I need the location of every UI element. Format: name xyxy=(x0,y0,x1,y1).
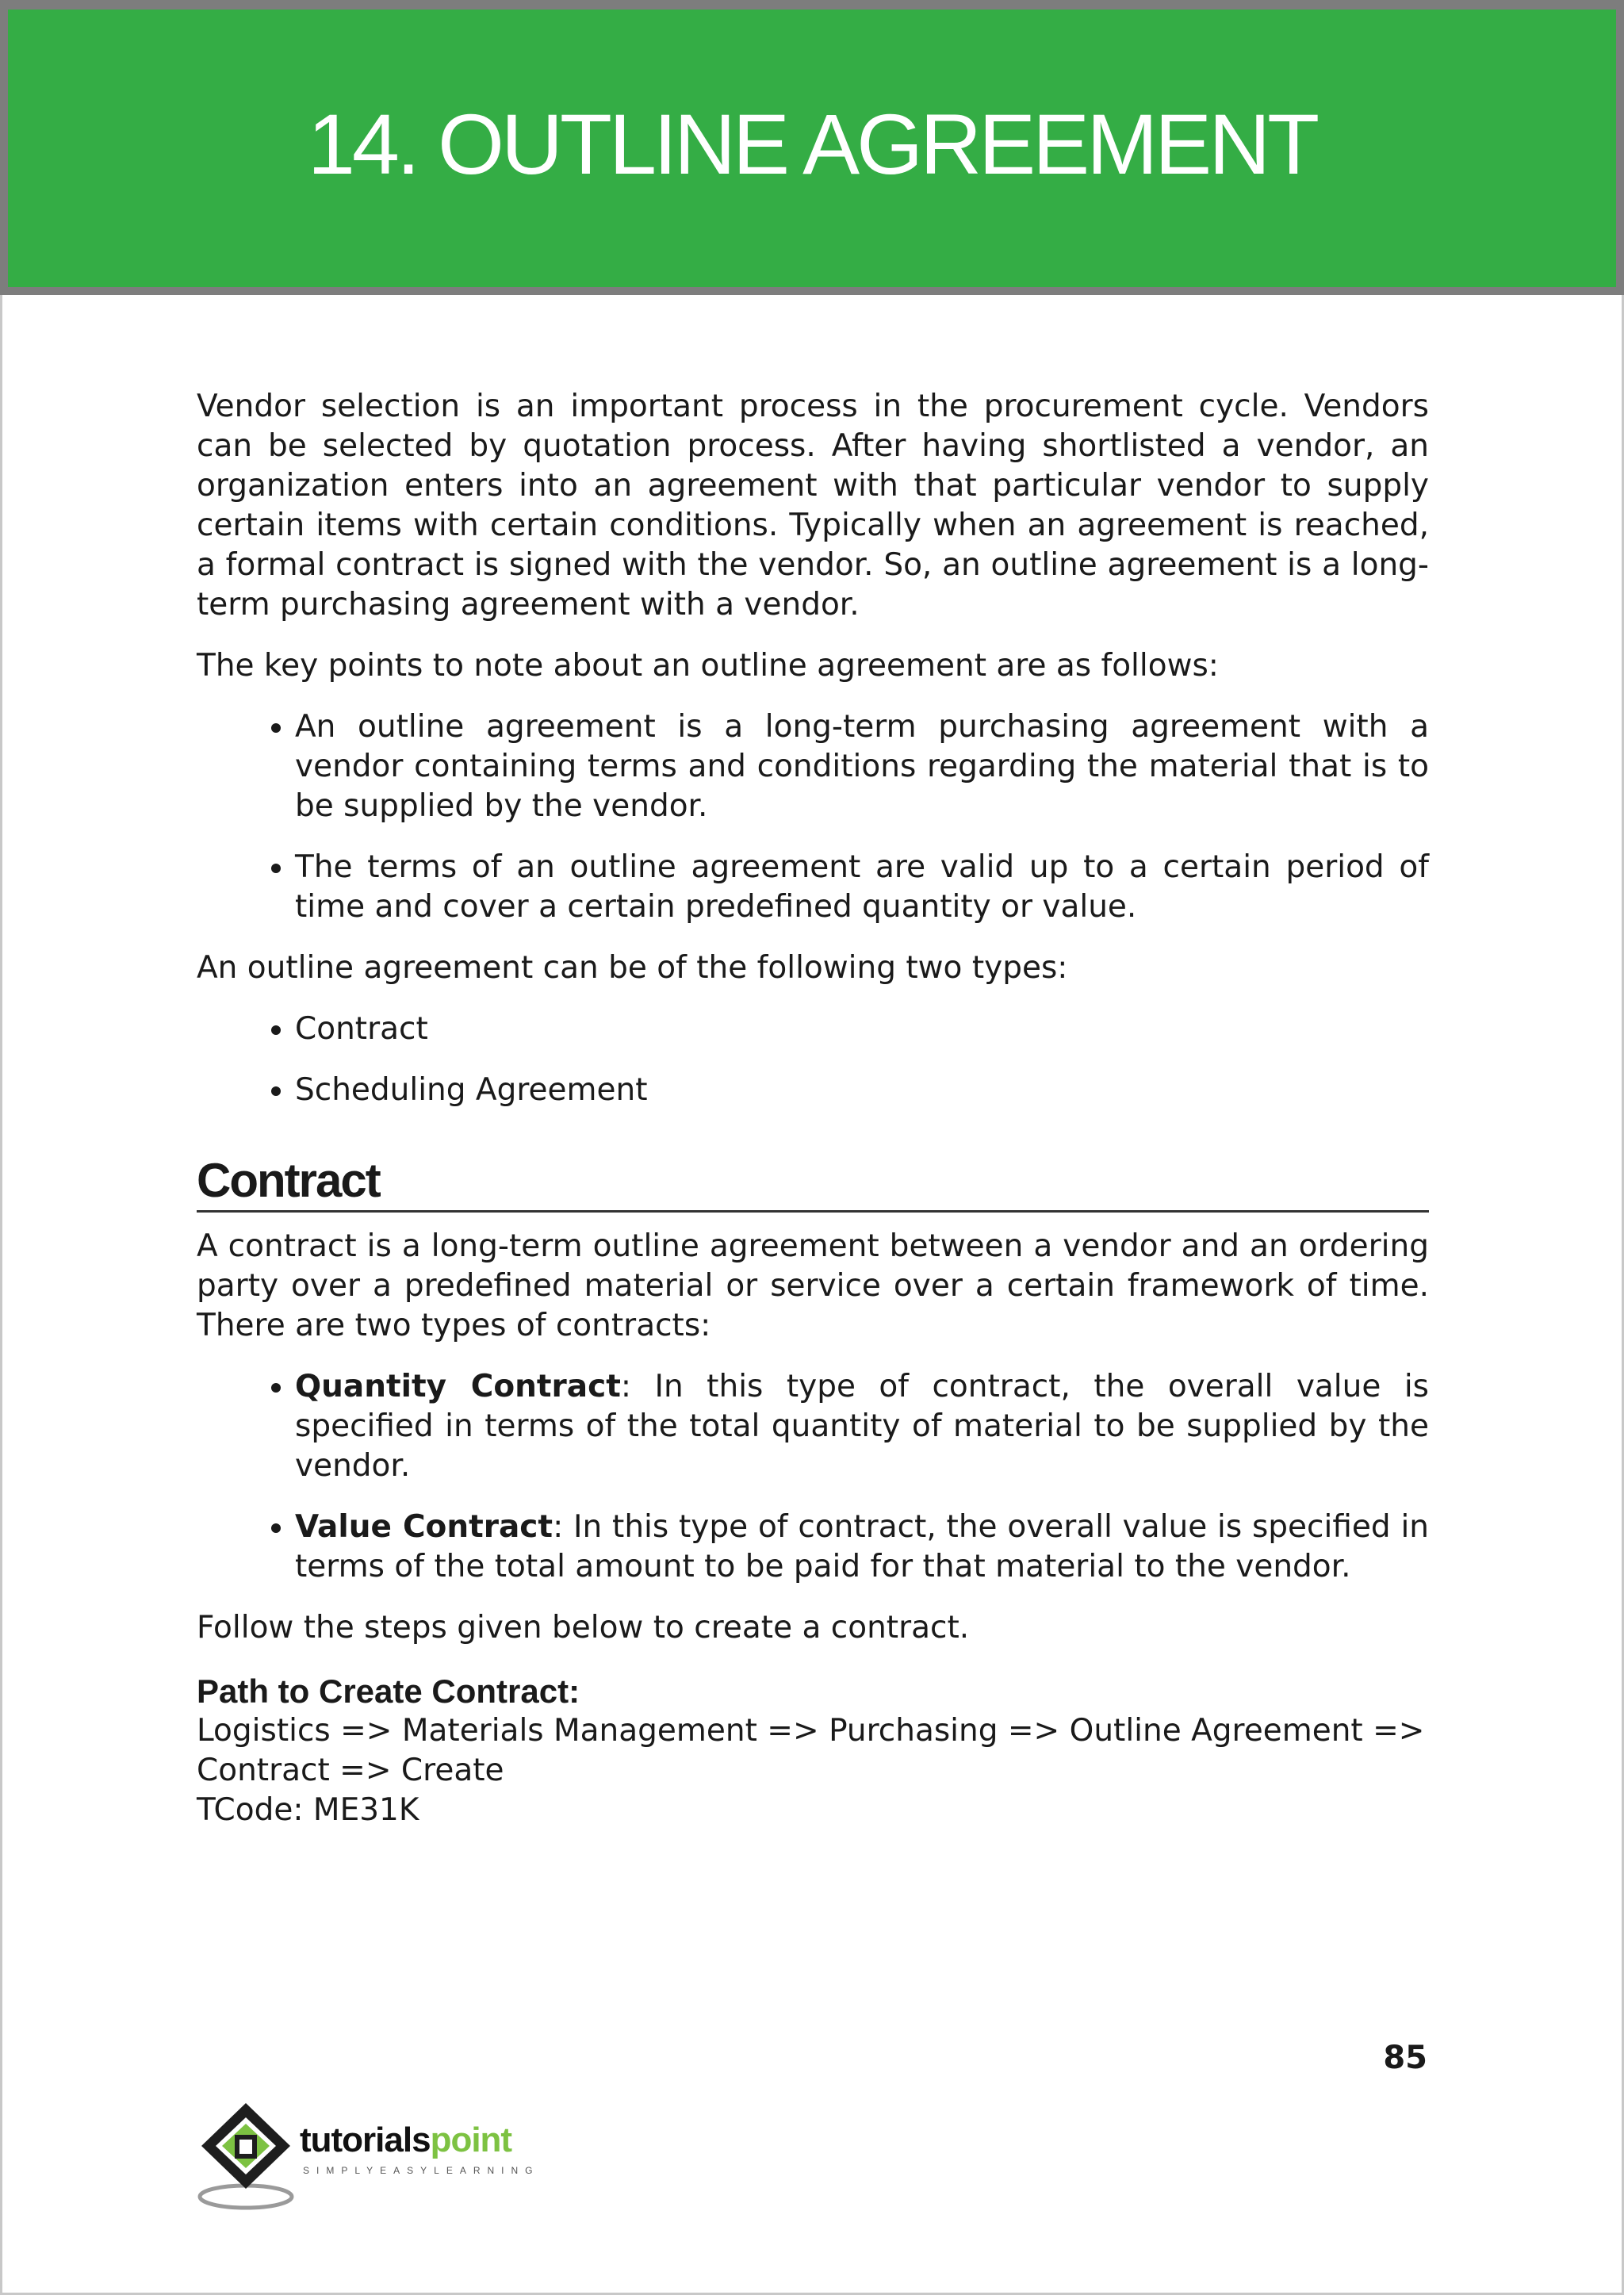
types-lead: An outline agreement can be of the following two types: xyxy=(197,950,1068,986)
page-content xyxy=(197,387,1429,1830)
path-heading: Path to Create Contract: xyxy=(197,1672,580,1710)
term-description: : In this type of contract, the overall value is specified in terms of the total amount to be paid for that material to the vendor. xyxy=(295,1509,1429,1584)
logo-mark-icon xyxy=(193,2100,297,2211)
path-line-2: Contract => Create xyxy=(197,1753,504,1788)
chapter-title: 14. OUTLINE AGREEMENT xyxy=(307,95,1317,192)
list-item: • Scheduling Agreement xyxy=(295,1071,1429,1110)
logo-wordmark: tutorialspoint xyxy=(300,2121,512,2159)
list-item: • The terms of an outline agreement are valid up to a certain period of time and cover a certain predefined quantity or value. xyxy=(295,848,1429,927)
types-list xyxy=(197,1010,1429,1110)
logo-tagline: SIMPLYEASYLEARNING xyxy=(303,2165,540,2176)
section-heading-contract: Contract xyxy=(197,1153,1429,1213)
chapter-banner xyxy=(0,0,1624,295)
contract-paragraph: A contract is a long-term outline agreement between a vendor and an ordering party over a predefined material or service over a certain framework of time. There are two types of contracts: xyxy=(197,1228,1429,1343)
steps-lead: Follow the steps given below to create a contract. xyxy=(197,1610,970,1646)
term-description: : In this type of contract, the overall value is specified in terms of the total quantity of material to be supplied by the vendor. xyxy=(295,1369,1429,1484)
intro-paragraph: Vendor selection is an important process in the procurement cycle. Vendors can be selected by quotation process. After having shortlisted a vendor, an organization enters into an agreement with that particular vendor to supply certain items with certain conditions. Typically when an agreement is reached, a formal contract is signed with the vendor. So, an outline agreement is a long-term purchasing agreement with a vendor. xyxy=(197,389,1429,623)
tutorialspoint-logo xyxy=(193,2100,566,2211)
list-item xyxy=(295,1367,1429,1486)
key-points-lead: The key points to note about an outline agreement are as follows: xyxy=(197,648,1219,684)
list-item: • An outline agreement is a long-term purchasing agreement with a vendor containing terms and conditions regarding the material that is to be supplied by the vendor. xyxy=(295,707,1429,826)
path-line-1: Logistics => Materials Management => Purchasing => Outline Agreement => xyxy=(197,1713,1425,1749)
contract-types-list xyxy=(197,1367,1429,1587)
key-points-list xyxy=(197,707,1429,927)
list-item: • Contract xyxy=(295,1010,1429,1049)
list-item xyxy=(295,1508,1429,1587)
page-number: 85 xyxy=(1383,2040,1427,2076)
term-label: Quantity Contract xyxy=(295,1369,621,1404)
term-label: Value Contract xyxy=(295,1509,553,1545)
tcode-line: TCode: ME31K xyxy=(197,1792,419,1828)
